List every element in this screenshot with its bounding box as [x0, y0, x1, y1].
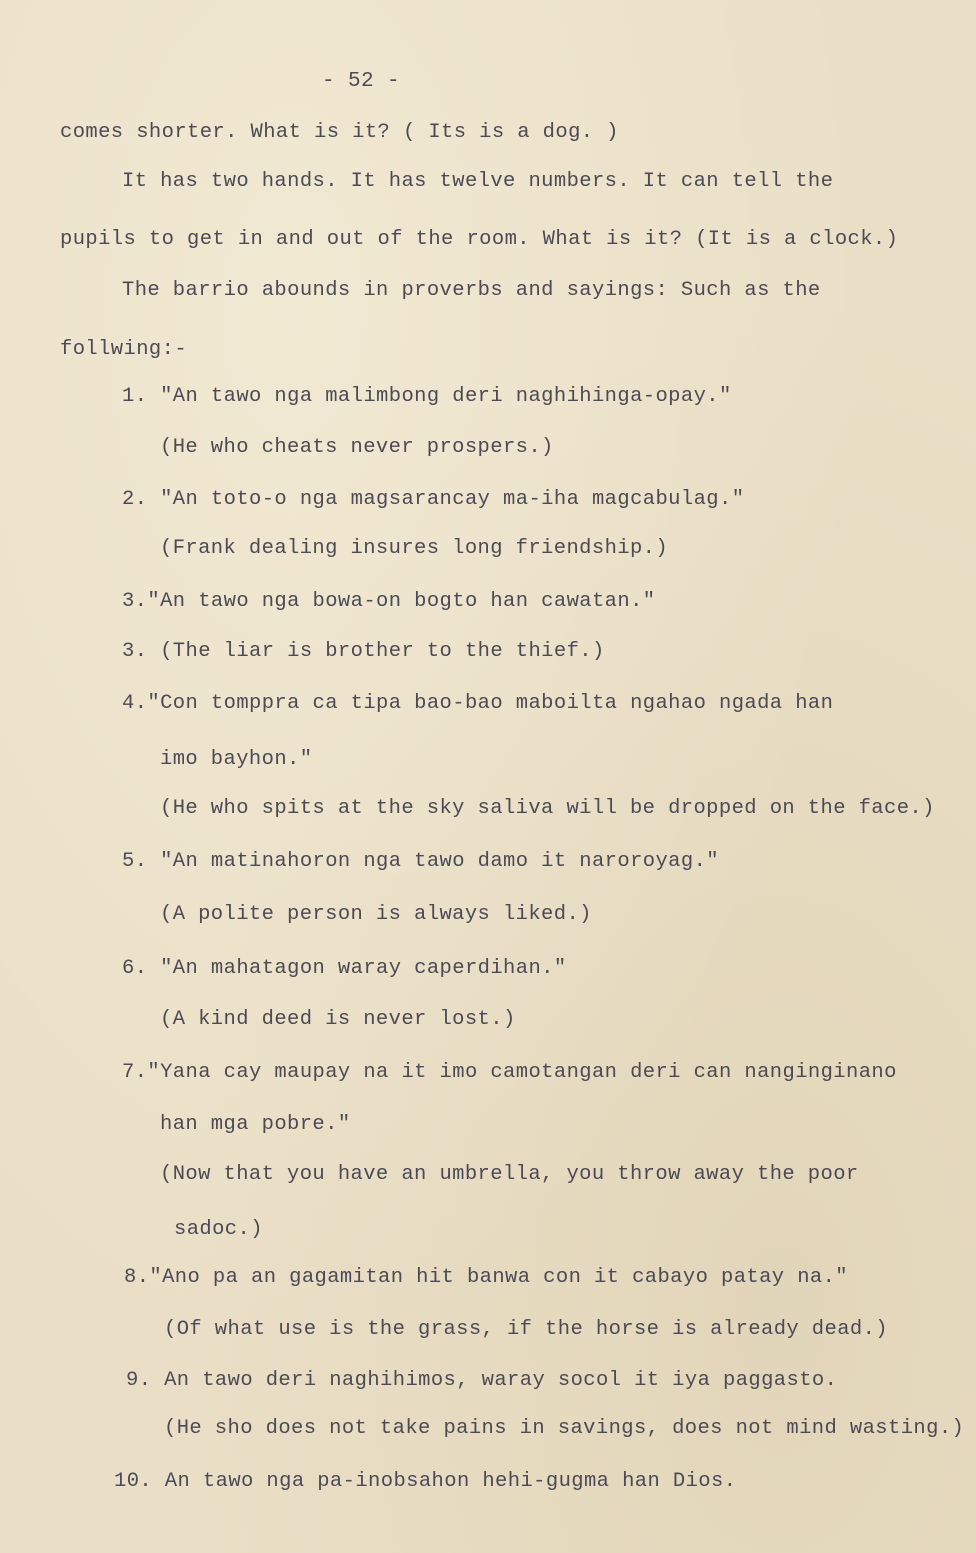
intro-line-5: follwing:-: [60, 338, 188, 361]
proverb-1-translation: (He who cheats never prospers.): [160, 436, 554, 459]
intro-line-4: The barrio abounds in proverbs and sayings: Such as the: [122, 279, 821, 302]
proverb-6-text: 6. "An mahatagon waray caperdihan.": [122, 957, 567, 980]
proverb-4-text-continued: imo bayhon.": [160, 748, 313, 771]
proverb-9-translation: (He sho does not take pains in savings, does not mind wasting.): [164, 1417, 965, 1440]
proverb-7-translation-continued: sadoc.): [174, 1218, 263, 1241]
proverb-10-text: 10. An tawo nga pa-inobsahon hehi-gugma han Dios.: [114, 1470, 737, 1493]
proverb-3-translation: 3. (The liar is brother to the thief.): [122, 640, 605, 663]
proverb-8-translation: (Of what use is the grass, if the horse is already dead.): [164, 1318, 889, 1341]
proverb-6-translation: (A kind deed is never lost.): [160, 1008, 516, 1031]
intro-line-3: pupils to get in and out of the room. What is it? (It is a clock.): [60, 228, 899, 251]
proverb-7-translation: (Now that you have an umbrella, you throw away the poor: [160, 1163, 859, 1186]
proverb-4-translation: (He who spits at the sky saliva will be dropped on the face.): [160, 797, 935, 820]
proverb-3-text: 3."An tawo nga bowa-on bogto han cawatan.": [122, 590, 656, 613]
intro-line-2: It has two hands. It has twelve numbers. It can tell the: [122, 170, 834, 193]
proverb-2-translation: (Frank dealing insures long friendship.): [160, 537, 669, 560]
proverb-7-text-continued: han mga pobre.": [160, 1113, 351, 1136]
page-number: - 52 -: [322, 70, 401, 93]
proverb-5-translation: (A polite person is always liked.): [160, 903, 592, 926]
proverb-1-text: 1. "An tawo nga malimbong deri naghihinga-opay.": [122, 385, 732, 408]
proverb-2-text: 2. "An toto-o nga magsarancay ma-iha magcabulag.": [122, 488, 745, 511]
proverb-4-text: 4."Con tomppra ca tipa bao-bao maboilta ngahao ngada han: [122, 692, 834, 715]
proverb-8-text: 8."Ano pa an gagamitan hit banwa con it cabayo patay na.": [124, 1266, 849, 1289]
proverb-7-text: 7."Yana cay maupay na it imo camotangan deri can nanginginano: [122, 1061, 897, 1084]
intro-line-1: comes shorter. What is it? ( Its is a dog. ): [60, 121, 619, 144]
proverb-5-text: 5. "An matinahoron nga tawo damo it naroroyag.": [122, 850, 719, 873]
proverb-9-text: 9. An tawo deri naghihimos, waray socol it iya paggasto.: [126, 1369, 838, 1392]
